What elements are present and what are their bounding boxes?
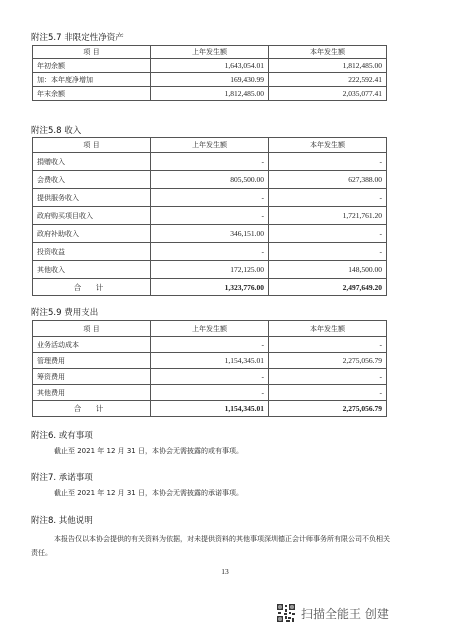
table-row	[33, 59, 387, 73]
watermark-text: 扫描全能王 创建	[301, 606, 389, 621]
row-label: 业务活动成本	[33, 337, 151, 353]
prev-year-value: -	[151, 243, 269, 261]
row-label: 其他收入	[33, 261, 151, 279]
total-label: 合 计	[33, 279, 151, 296]
table-row	[33, 337, 387, 353]
curr-year-value: -	[269, 385, 387, 401]
row-label: 年初余额	[33, 59, 151, 73]
note-7-heading: 附注7. 承诺事项	[31, 473, 93, 483]
row-label: 投资收益	[33, 243, 151, 261]
column-header: 上年发生额	[151, 46, 269, 59]
note-6-text: 截止至 2021 年 12 月 31 日，本协会无需披露的或有事项。	[54, 447, 243, 455]
column-header: 本年发生额	[269, 46, 387, 59]
curr-year-value: -	[269, 189, 387, 207]
row-label: 捐赠收入	[33, 153, 151, 171]
row-label: 管理费用	[33, 353, 151, 369]
row-label: 政府购买项目收入	[33, 207, 151, 225]
table-row	[33, 369, 387, 385]
curr-year-value: 222,592.41	[269, 73, 387, 87]
page-number: 13	[221, 567, 229, 576]
note-6-heading: 附注6. 或有事项	[31, 431, 93, 441]
prev-year-value: 805,500.00	[151, 171, 269, 189]
table-row	[33, 207, 387, 225]
table-row	[33, 189, 387, 207]
row-label: 提供服务收入	[33, 189, 151, 207]
curr-year-value: -	[269, 153, 387, 171]
row-label: 会费收入	[33, 171, 151, 189]
column-header: 项 目	[33, 138, 151, 153]
total-row	[33, 279, 387, 296]
column-header: 项 目	[33, 321, 151, 337]
curr-year-total: 2,497,649.20	[269, 279, 387, 296]
prev-year-value: 169,430.99	[151, 73, 269, 87]
prev-year-value: 1,154,345.01	[151, 353, 269, 369]
row-label: 政府补助收入	[33, 225, 151, 243]
row-label: 筹资费用	[33, 369, 151, 385]
expense-table	[32, 320, 387, 417]
table-row	[33, 261, 387, 279]
net-assets-table	[32, 45, 387, 101]
curr-year-value: 2,275,056.79	[269, 353, 387, 369]
column-header: 本年发生额	[269, 138, 387, 153]
curr-year-value: 627,388.00	[269, 171, 387, 189]
row-label: 加：本年度净增加	[33, 73, 151, 87]
prev-year-total: 1,154,345.01	[151, 401, 269, 417]
curr-year-value: 148,500.00	[269, 261, 387, 279]
table-row	[33, 87, 387, 101]
curr-year-value: -	[269, 337, 387, 353]
note-8-text: 本报告仅以本协会提供的有关资料为依据，对未提供资料的其他事项深圳德正会计师事务所有限公司不负相关责任。	[31, 535, 390, 557]
table-row	[33, 353, 387, 369]
curr-year-value: 1,721,761.20	[269, 207, 387, 225]
income-table	[32, 137, 387, 296]
table-row	[33, 243, 387, 261]
curr-year-value: 1,812,485.00	[269, 59, 387, 73]
total-label: 合 计	[33, 401, 151, 417]
prev-year-value: 1,812,485.00	[151, 87, 269, 101]
table-row	[33, 385, 387, 401]
prev-year-value: -	[151, 153, 269, 171]
curr-year-value: -	[269, 225, 387, 243]
table-row	[33, 73, 387, 87]
prev-year-value: -	[151, 385, 269, 401]
prev-year-value: 172,125.00	[151, 261, 269, 279]
prev-year-value: 1,643,054.01	[151, 59, 269, 73]
scanner-watermark	[276, 603, 389, 623]
table-row	[33, 225, 387, 243]
prev-year-value: -	[151, 369, 269, 385]
qr-code-icon	[276, 603, 296, 623]
table-row	[33, 153, 387, 171]
row-label: 年末余额	[33, 87, 151, 101]
row-label: 其他费用	[33, 385, 151, 401]
table-row	[33, 171, 387, 189]
column-header: 本年发生额	[269, 321, 387, 337]
table-header-row	[33, 321, 387, 337]
note-5-8-heading: 附注5.8 收入	[31, 126, 82, 136]
prev-year-value: -	[151, 189, 269, 207]
curr-year-value: -	[269, 369, 387, 385]
column-header: 项 目	[33, 46, 151, 59]
column-header: 上年发生额	[151, 138, 269, 153]
prev-year-value: -	[151, 207, 269, 225]
prev-year-value: -	[151, 337, 269, 353]
note-5-7-heading: 附注5.7 非限定性净资产	[31, 33, 124, 43]
curr-year-value: 2,035,077.41	[269, 87, 387, 101]
table-header-row	[33, 138, 387, 153]
curr-year-value: -	[269, 243, 387, 261]
total-row	[33, 401, 387, 417]
table-header-row	[33, 46, 387, 59]
note-7-text: 截止至 2021 年 12 月 31 日，本协会无需披露的承诺事项。	[54, 489, 243, 497]
curr-year-total: 2,275,056.79	[269, 401, 387, 417]
prev-year-value: 346,151.00	[151, 225, 269, 243]
note-5-9-heading: 附注5.9 费用支出	[31, 308, 99, 318]
column-header: 上年发生额	[151, 321, 269, 337]
prev-year-total: 1,323,776.00	[151, 279, 269, 296]
note-8-heading: 附注8. 其他说明	[31, 516, 93, 526]
